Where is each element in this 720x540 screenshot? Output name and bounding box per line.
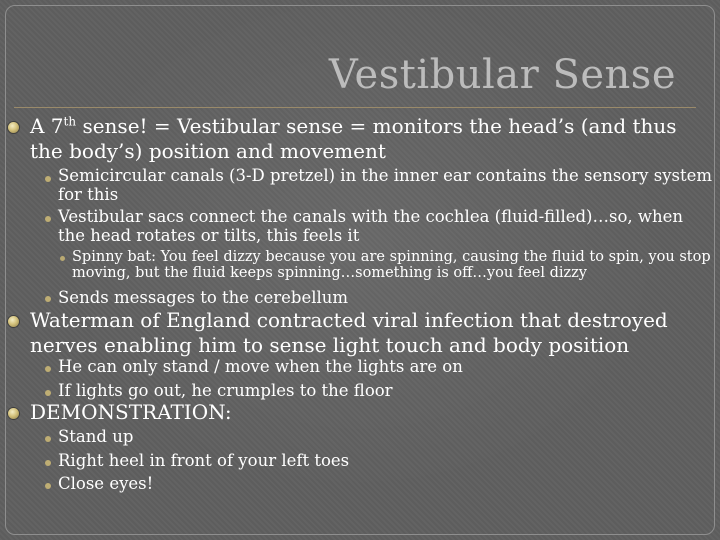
gold-orb-bullet-icon bbox=[8, 408, 19, 419]
small-dot-bullet-icon bbox=[60, 256, 65, 261]
bullet-point-2: Waterman of England contracted viral infection that destroyed nerves enabling him to sense light touch and body position bbox=[30, 308, 668, 357]
small-dot-bullet-icon bbox=[45, 296, 51, 302]
bullet-point-1-pre: A 7 bbox=[30, 114, 64, 138]
sub-point-close-eyes: Close eyes! bbox=[58, 474, 154, 493]
title-divider bbox=[14, 107, 696, 108]
bullet-point-1-superscript: th bbox=[63, 114, 77, 129]
small-dot-bullet-icon bbox=[45, 483, 51, 489]
bullet-point-1 bbox=[30, 114, 710, 164]
sub-point-lights-on: He can only stand / move when the lights are on bbox=[58, 357, 463, 376]
slide-title: Vestibular Sense bbox=[328, 52, 676, 98]
small-dot-bullet-icon bbox=[45, 436, 51, 442]
sub-point-vestibular-sacs: Vestibular sacs connect the canals with the cochlea (fluid-filled)…so, when the head rotates or tilts, this feels it bbox=[58, 207, 684, 245]
sub-point-semicircular-canals: Semicircular canals (3-D pretzel) in the inner ear contains the sensory system for this bbox=[58, 166, 713, 204]
gold-orb-bullet-icon bbox=[8, 122, 19, 133]
sub-point-lights-out: If lights go out, he crumples to the floor bbox=[58, 381, 393, 400]
small-dot-bullet-icon bbox=[45, 366, 51, 372]
small-dot-bullet-icon bbox=[45, 216, 51, 222]
sub-point-stand-up: Stand up bbox=[58, 427, 134, 446]
small-dot-bullet-icon bbox=[45, 460, 51, 466]
gold-orb-bullet-icon bbox=[8, 316, 19, 327]
bullet-point-3: DEMONSTRATION: bbox=[30, 400, 232, 424]
bullet-point-1-post: sense! = Vestibular sense = monitors the head’s (and thus the body’s) position and movement bbox=[30, 114, 677, 163]
sub-point-cerebellum: Sends messages to the cerebellum bbox=[58, 288, 349, 307]
sub-point-right-heel: Right heel in front of your left toes bbox=[58, 451, 350, 470]
small-dot-bullet-icon bbox=[45, 176, 51, 182]
small-dot-bullet-icon bbox=[45, 390, 51, 396]
sub-sub-point-spinny-bat: Spinny bat: You feel dizzy because you are spinning, causing the fluid to spin, you stop moving, but the fluid keeps spinning…something is off…you feel dizzy bbox=[72, 249, 711, 281]
